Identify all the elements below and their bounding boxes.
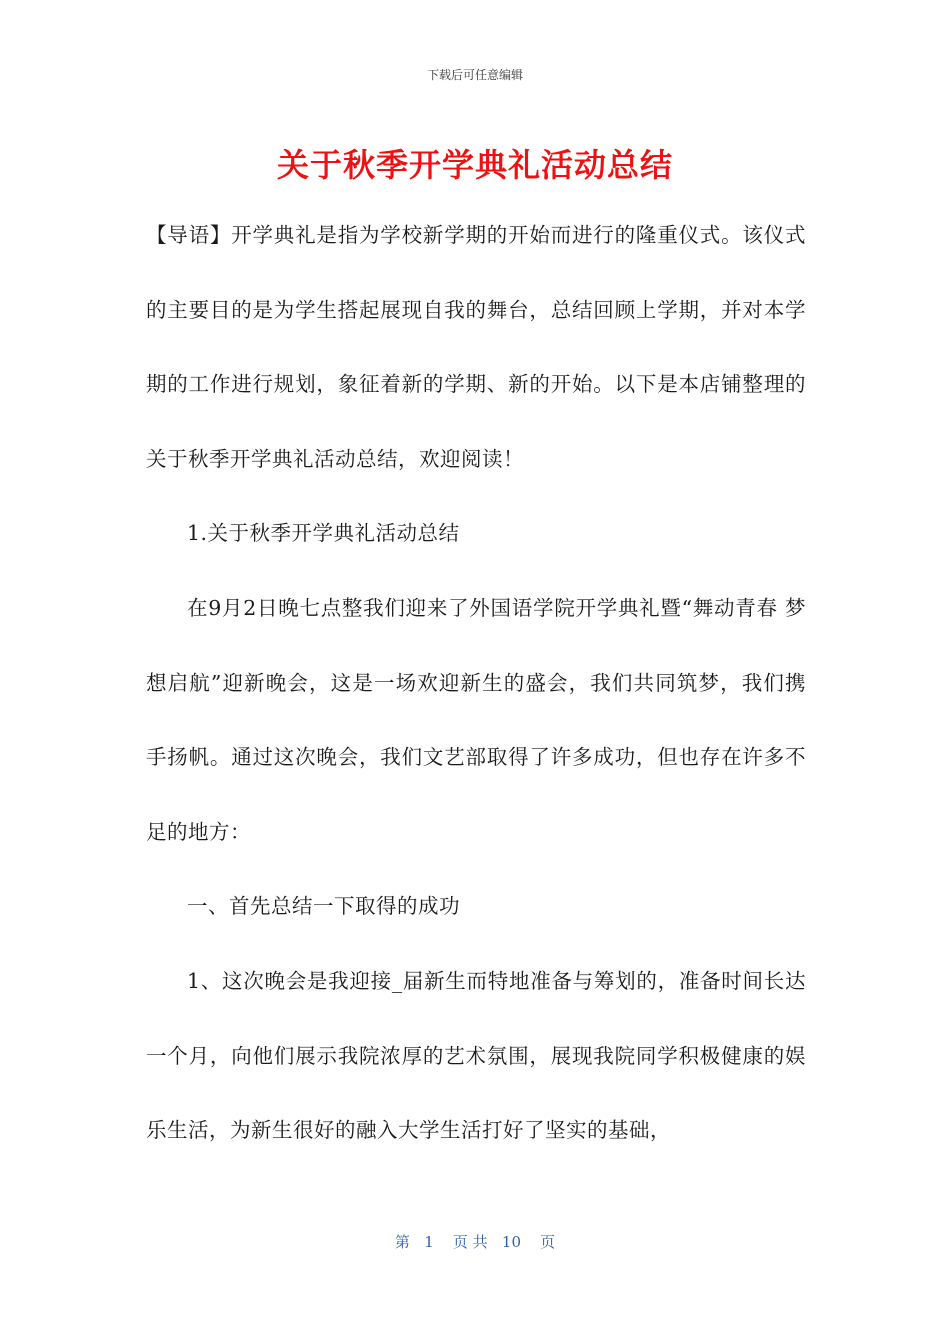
- footer-page-number: 1: [424, 1233, 434, 1251]
- header-note: 下载后可任意编辑: [426, 68, 523, 82]
- document-title: 关于秋季开学典礼活动总结: [276, 146, 673, 184]
- intro-paragraph: 【导语】开学典礼是指为学校新学期的开始而进行的隆重仪式。该仪式的主要目的是为学生搭起展现自我的舞台，总结回顾上学期，并对本学期的工作进行规划，象征着新的学期、新的开始。以下是本店铺整理的关于秋季开学典礼活动总结，欢迎阅读！: [146, 223, 806, 471]
- footer-page-mid: 页 共: [452, 1233, 488, 1251]
- footer-total-pages: 10: [501, 1233, 522, 1251]
- footer-page-prefix: 第: [394, 1233, 410, 1251]
- subsection-heading: 一、首先总结一下取得的成功: [187, 894, 460, 919]
- body-paragraph: 1、这次晚会是我迎接_届新生而特地准备与筹划的，准备时间长达一个月，向他们展示我院浓厚的艺术氛围，展现我院同学积极健康的娱乐生活，为新生很好的融入大学生活打好了坚实的基础，: [146, 968, 806, 1143]
- section-heading: 1.关于秋季开学典礼活动总结: [187, 521, 460, 546]
- footer-page-suffix: 页: [540, 1233, 556, 1251]
- document-body: [146, 198, 806, 1168]
- page-footer: [0, 1231, 950, 1252]
- body-paragraph: 在9月2日晚七点整我们迎来了外国语学院开学典礼暨“舞动青春 梦想启航”迎新晚会，这是一场欢迎新生的盛会，我们共同筑梦，我们携手扬帆。通过这次晚会，我们文艺部取得了许多成功，但也存在许多不足的地方：: [146, 595, 806, 844]
